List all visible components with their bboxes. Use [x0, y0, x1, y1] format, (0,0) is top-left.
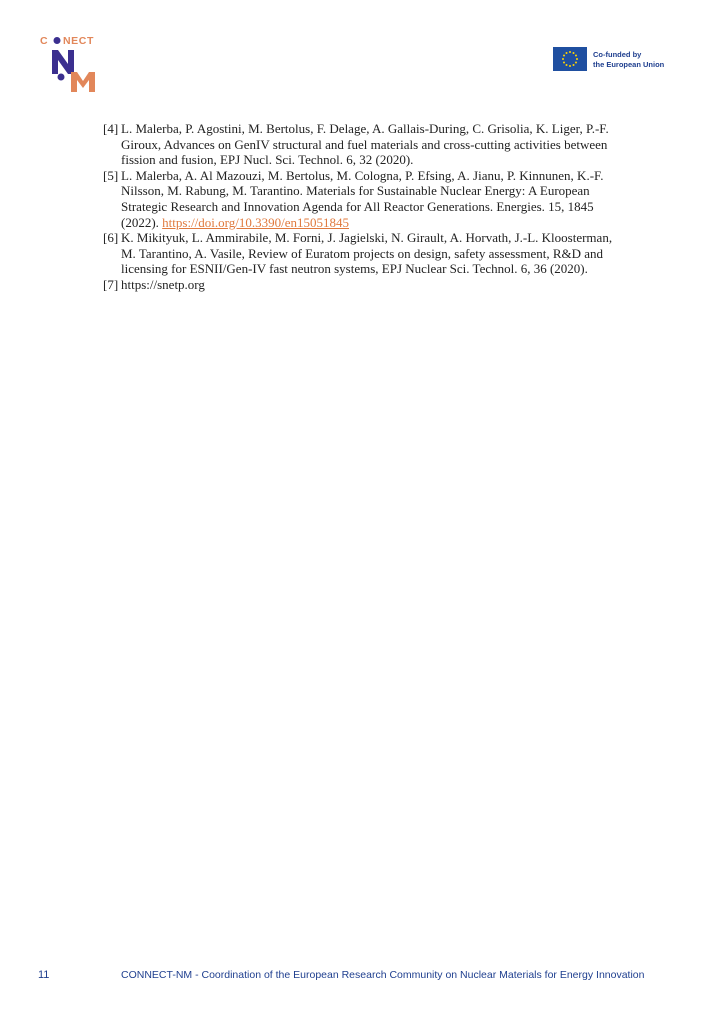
- doi-link[interactable]: https://doi.org/10.3390/en15051845: [162, 214, 349, 230]
- reference-item: [103, 168, 623, 230]
- eu-stars-icon: [553, 47, 587, 71]
- reference-item: [103, 121, 623, 168]
- reference-text: [121, 121, 623, 168]
- eu-cofunded-text: [593, 50, 703, 70]
- reference-body: L. Malerba, P. Agostini, M. Bertolus, F. Delage, A. Gallais-During, C. Grisolia, K. Liger, P.-F. Giroux, Advances on GenIV structural and fuel materials and cross-cutting activities between fission and fusion, EPJ Nucl. Sci. Technol. 6, 32 (2020).: [121, 121, 609, 168]
- svg-text:C: C: [40, 35, 49, 47]
- reference-text: [121, 230, 623, 277]
- reference-text: [121, 168, 623, 230]
- reference-list: [103, 121, 623, 293]
- connect-nm-logo-icon: [38, 34, 106, 96]
- svg-text:NECT: NECT: [63, 35, 94, 47]
- reference-number: [4]: [103, 121, 119, 136]
- connect-nm-logo: [38, 34, 106, 96]
- page-number: 11: [38, 969, 50, 981]
- reference-item: [103, 277, 623, 293]
- eu-line-2: the European Union: [593, 60, 665, 69]
- reference-item: [103, 230, 623, 277]
- reference-text: [121, 277, 623, 293]
- eu-flag-icon: [553, 47, 587, 71]
- reference-body: L. Malerba, A. Al Mazouzi, M. Bertolus, M. Cologna, P. Efsing, A. Jianu, P. Kinnunen, K.-F. Nilsson, M. Rabung, M. Tarantino. Materials for Sustainable Nuclear Energy: A European Strategic Research and Innovation Agenda for All Reactor Generations. Energies. 15, 1845 (2022).: [121, 167, 604, 230]
- footer-project-title: CONNECT-NM - Coordination of the European Research Community on Nuclear Materials for Energy Innovation: [121, 969, 645, 981]
- reference-body: https://snetp.org: [121, 276, 205, 292]
- reference-number: [7]: [103, 276, 119, 292]
- reference-body: K. Mikityuk, L. Ammirabile, M. Forni, J. Jagielski, N. Girault, A. Horvath, J.-L. Kloosterman, M. Tarantino, A. Vasile, Review of Euratom projects on design, safety assessment, R&D and licensing for ESNII/Gen-IV fast neutron systems, EPJ Nuclear Sci. Technol. 6, 36 (2020).: [121, 230, 613, 277]
- eu-line-1: Co-funded by: [593, 50, 642, 59]
- reference-number: [5]: [103, 167, 119, 183]
- reference-number: [6]: [103, 230, 119, 246]
